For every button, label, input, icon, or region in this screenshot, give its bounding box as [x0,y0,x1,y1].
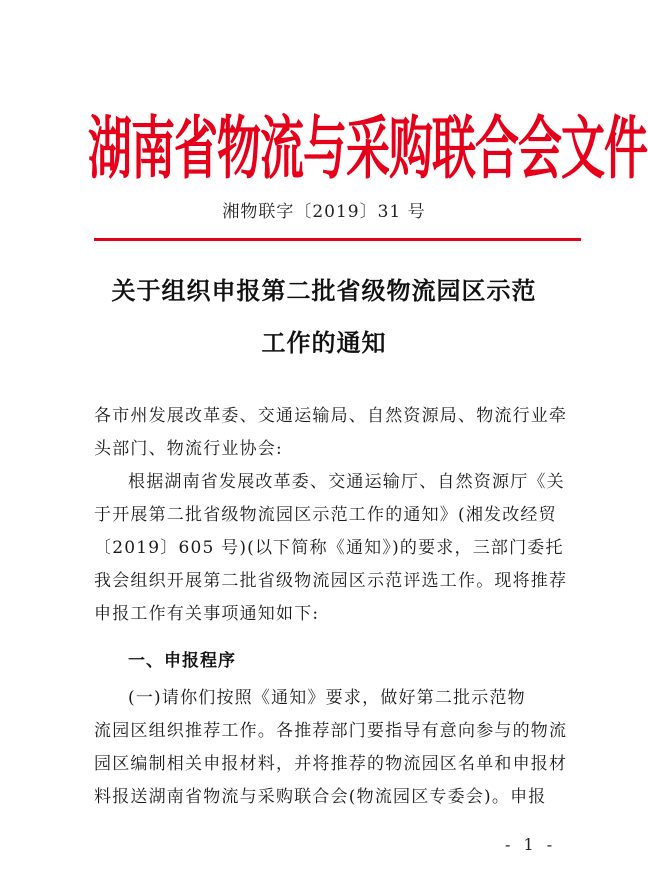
paragraph-1-line-4: 我会组织开展第二批省级物流园区示范评选工作。现将推荐 [94,571,568,591]
red-divider-line [94,238,581,241]
paragraph-2-line-2: 流园区组织推荐工作。各推荐部门要指导有意向参与的物流 [94,721,568,741]
paragraph-1-line-3: 〔2019〕605 号)(以下简称《通知》)的要求，三部门委托 [94,538,564,558]
page-number: - 1 - [505,835,557,854]
paragraph-1-line-1: 根据湖南省发展改革委、交通运输厅、自然资源厅《关 [128,472,565,492]
issuer-header-title: 湖南省物流与采购联合会文件 [88,110,647,190]
paragraph-1-line-5: 申报工作有关事项通知如下: [94,604,320,624]
recipients-line-1: 各市州发展改革委、交通运输局、自然资源局、物流行业牵 [94,406,568,426]
notice-title-line-1: 关于组织申报第二批省级物流园区示范 [111,276,537,305]
paragraph-2-line-3: 园区编制相关申报材料，并将推荐的物流园区名单和申报材 [94,754,568,774]
paragraph-1-line-2: 于开展第二批省级物流园区示范工作的通知》(湘发改经贸 [94,505,557,525]
paragraph-2-line-1: (一)请你们按照《通知》要求，做好第二批示范物 [128,688,526,708]
recipients-line-2: 头部门、物流行业协会: [94,439,283,459]
notice-title-line-2: 工作的通知 [261,328,387,357]
paragraph-2-line-4: 料报送湖南省物流与采购联合会(物流园区专委会)。申报 [94,787,547,807]
section-1-heading: 一、申报程序 [128,651,236,671]
document-number: 湘物联字〔2019〕31 号 [222,202,426,222]
